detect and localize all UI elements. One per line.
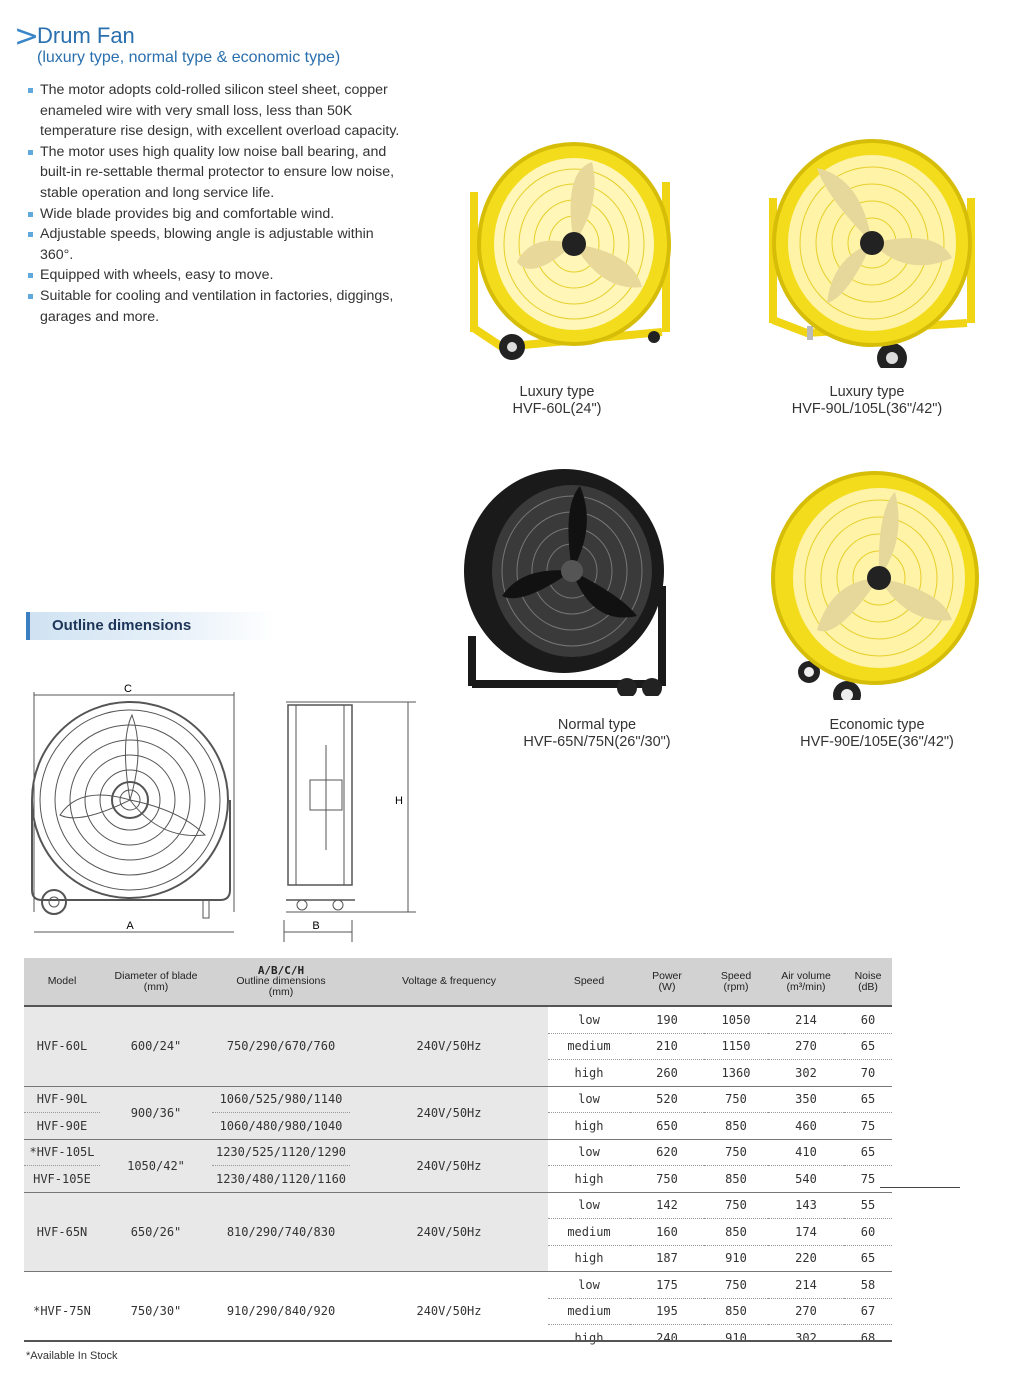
cell-rpm: 1050	[704, 1006, 768, 1033]
dimension-label-b: B	[312, 920, 320, 932]
cell-power: 260	[656, 1065, 678, 1080]
cell-speed: medium	[548, 1298, 630, 1325]
front-view-drawing	[32, 692, 234, 932]
product-type: Economic type	[829, 717, 925, 733]
cell-air: 460	[795, 1118, 817, 1133]
cell-power: 650	[656, 1118, 678, 1133]
cell-power: 750	[656, 1171, 678, 1186]
cell-power: 240	[656, 1330, 678, 1345]
cell-power: 175	[630, 1272, 704, 1299]
cell-power: 210	[630, 1033, 704, 1060]
cell-air: 174	[768, 1219, 844, 1246]
cell-voltage: 240V/50Hz	[350, 1086, 548, 1139]
feature-item: Adjustable speeds, blowing angle is adjustable within 360°.	[26, 224, 406, 265]
cell-voltage: 240V/50Hz	[350, 1192, 548, 1272]
cell-noise: 65	[844, 1086, 892, 1113]
luxury-fan-90l-image	[767, 138, 987, 368]
col-dimensions-abch: A/B/C/H	[257, 964, 305, 977]
col-dimensions-label: Outline dimensions	[236, 975, 326, 987]
cell-voltage: 240V/50Hz	[350, 1272, 548, 1351]
cell-noise: 70	[860, 1065, 876, 1080]
cell-dimensions: 1060/480/980/1040	[212, 1113, 350, 1140]
cell-model: HVF-60L	[24, 1006, 100, 1086]
cell-power: 160	[630, 1219, 704, 1246]
product-type: Luxury type	[519, 384, 595, 400]
product-caption	[762, 717, 992, 751]
cell-noise: 75	[860, 1118, 876, 1133]
col-diameter	[100, 958, 212, 1006]
product-model: HVF-60L(24")	[512, 401, 602, 417]
cell-power: 195	[630, 1298, 704, 1325]
cell-power: 142	[630, 1192, 704, 1219]
product-model: HVF-65N/75N(26"/30")	[523, 734, 671, 750]
cell-model: HVF-105E	[24, 1166, 100, 1193]
cell-dimensions: 1230/480/1120/1160	[212, 1166, 350, 1193]
cell-voltage: 240V/50Hz	[350, 1139, 548, 1192]
col-noise-unit: (dB)	[858, 980, 878, 993]
product-caption	[457, 384, 657, 418]
page-subtitle: (luxury type, normal type & economic type)	[37, 49, 341, 66]
cell-rpm: 750	[704, 1139, 768, 1166]
cell-speed: high	[574, 1118, 604, 1133]
cell-rpm: 750	[704, 1272, 768, 1299]
cell-model: HVF-90E	[24, 1113, 100, 1140]
feature-item: Suitable for cooling and ventilation in factories, diggings, garages and more.	[26, 286, 406, 327]
col-noise-label: Noise	[854, 969, 882, 982]
feature-item: The motor adopts cold-rolled silicon steel sheet, copper enameled wire with very small loss, less than 50K temperature rise design, with excellent overload capacity.	[26, 80, 406, 142]
col-model: Model	[24, 958, 100, 1006]
cell-power: 190	[630, 1006, 704, 1033]
cell-air: 214	[768, 1006, 844, 1033]
table-row	[24, 1086, 892, 1113]
cell-rpm: 850	[704, 1219, 768, 1246]
cell-power: 187	[656, 1251, 678, 1266]
cell-voltage: 240V/50Hz	[350, 1006, 548, 1086]
dimension-label-c: C	[124, 683, 132, 695]
cell-dimensions: 810/290/740/830	[212, 1192, 350, 1272]
dimension-label-h: H	[395, 795, 403, 807]
col-dimensions	[212, 958, 350, 1006]
cell-speed: medium	[548, 1219, 630, 1246]
cell-dimensions: 1060/525/980/1140	[212, 1086, 350, 1113]
outline-dimension-drawing	[20, 650, 420, 945]
table-row	[24, 1139, 892, 1166]
col-rpm-label: Speed	[720, 969, 752, 982]
table-row	[24, 1192, 892, 1219]
cell-speed: medium	[548, 1033, 630, 1060]
cell-air: 220	[795, 1251, 817, 1266]
stock-footnote: *Available In Stock	[26, 1350, 118, 1362]
cell-model: HVF-90L	[24, 1086, 100, 1113]
col-power-unit: (W)	[658, 980, 676, 993]
cell-air: 143	[768, 1192, 844, 1219]
col-air-unit: (m³/min)	[786, 980, 826, 993]
cell-air: 302	[795, 1065, 817, 1080]
product-type: Luxury type	[829, 384, 905, 400]
cell-speed: low	[548, 1192, 630, 1219]
cell-power: 520	[630, 1086, 704, 1113]
col-air-volume	[768, 958, 844, 1006]
cell-noise: 60	[844, 1006, 892, 1033]
cell-speed: high	[574, 1251, 604, 1266]
cell-diameter: 1050/42"	[100, 1139, 212, 1192]
col-diameter-label: Diameter of blade	[114, 969, 198, 982]
col-rpm-unit: (rpm)	[723, 980, 749, 993]
cell-air: 270	[768, 1298, 844, 1325]
cell-dimensions: 910/290/840/920	[212, 1272, 350, 1351]
cell-rpm: 750	[704, 1086, 768, 1113]
spec-table	[24, 958, 892, 1351]
cell-noise: 65	[860, 1251, 876, 1266]
cell-speed: high	[574, 1065, 604, 1080]
cell-dimensions: 750/290/670/760	[212, 1006, 350, 1086]
cell-model: *HVF-105L	[24, 1139, 100, 1166]
luxury-fan-60l-image	[462, 132, 682, 362]
normal-fan-65n-image	[462, 466, 682, 696]
cell-air: 270	[768, 1033, 844, 1060]
product-caption	[487, 717, 707, 751]
feature-item: The motor uses high quality low noise ball bearing, and built-in re-settable thermal protector to ensure low noise, stable operation and long service life.	[26, 142, 406, 204]
col-noise	[844, 958, 892, 1006]
table-bottom-border	[24, 1340, 892, 1342]
product-caption	[762, 384, 972, 418]
cell-rpm: 910	[725, 1330, 747, 1345]
cell-noise: 75	[860, 1171, 876, 1186]
cell-air: 302	[795, 1330, 817, 1345]
cell-speed: low	[548, 1006, 630, 1033]
cell-rpm: 850	[725, 1171, 747, 1186]
cell-diameter: 750/30"	[100, 1272, 212, 1351]
cell-speed: low	[548, 1139, 630, 1166]
economic-fan-90e-image	[767, 470, 987, 700]
table-header-row	[24, 958, 892, 1006]
product-model: HVF-90E/105E(36"/42")	[800, 734, 954, 750]
cell-noise: 68	[860, 1330, 876, 1345]
cell-rpm: 910	[725, 1251, 747, 1266]
col-diameter-unit: (mm)	[143, 980, 169, 993]
col-dimensions-unit: (mm)	[268, 986, 294, 998]
cell-air: 540	[795, 1171, 817, 1186]
cell-air: 214	[768, 1272, 844, 1299]
cell-rpm: 850	[704, 1298, 768, 1325]
cell-diameter: 600/24"	[100, 1006, 212, 1086]
cell-noise: 67	[844, 1298, 892, 1325]
side-view-drawing	[284, 702, 416, 942]
chevron-icon: >	[14, 19, 40, 54]
cell-model: *HVF-75N	[24, 1272, 100, 1351]
cell-noise: 55	[844, 1192, 892, 1219]
cell-noise: 60	[844, 1219, 892, 1246]
feature-item: Wide blade provides big and comfortable wind.	[26, 204, 406, 225]
table-row	[24, 1272, 892, 1299]
section-title: Outline dimensions	[52, 617, 192, 634]
cell-speed: low	[548, 1272, 630, 1299]
cell-power: 620	[630, 1139, 704, 1166]
product-model: HVF-90L/105L(36"/42")	[791, 401, 943, 417]
cell-noise: 65	[844, 1033, 892, 1060]
col-air-label: Air volume	[781, 969, 831, 982]
cell-diameter: 900/36"	[100, 1086, 212, 1139]
cell-speed: low	[548, 1086, 630, 1113]
cell-rpm: 1360	[721, 1065, 751, 1080]
cell-diameter: 650/26"	[100, 1192, 212, 1272]
col-power-label: Power	[652, 969, 682, 982]
product-type: Normal type	[557, 717, 637, 733]
page-title: Drum Fan	[37, 23, 135, 48]
cell-noise: 65	[844, 1139, 892, 1166]
feature-list	[26, 80, 406, 327]
cell-air: 410	[768, 1139, 844, 1166]
cell-dimensions: 1230/525/1120/1290	[212, 1139, 350, 1166]
cell-speed: high	[574, 1171, 604, 1186]
col-power	[630, 958, 704, 1006]
table-row	[24, 1006, 892, 1033]
cell-model: HVF-65N	[24, 1192, 100, 1272]
feature-item: Equipped with wheels, easy to move.	[26, 265, 406, 286]
cell-speed: high	[574, 1330, 604, 1345]
col-rpm	[704, 958, 768, 1006]
cell-noise: 58	[844, 1272, 892, 1299]
col-voltage: Voltage & frequency	[350, 958, 548, 1006]
dimension-label-a: A	[126, 920, 134, 932]
cell-rpm: 850	[725, 1118, 747, 1133]
cell-air: 350	[768, 1086, 844, 1113]
divider-line	[880, 1187, 960, 1188]
col-speed: Speed	[548, 958, 630, 1006]
cell-rpm: 1150	[704, 1033, 768, 1060]
cell-rpm: 750	[704, 1192, 768, 1219]
